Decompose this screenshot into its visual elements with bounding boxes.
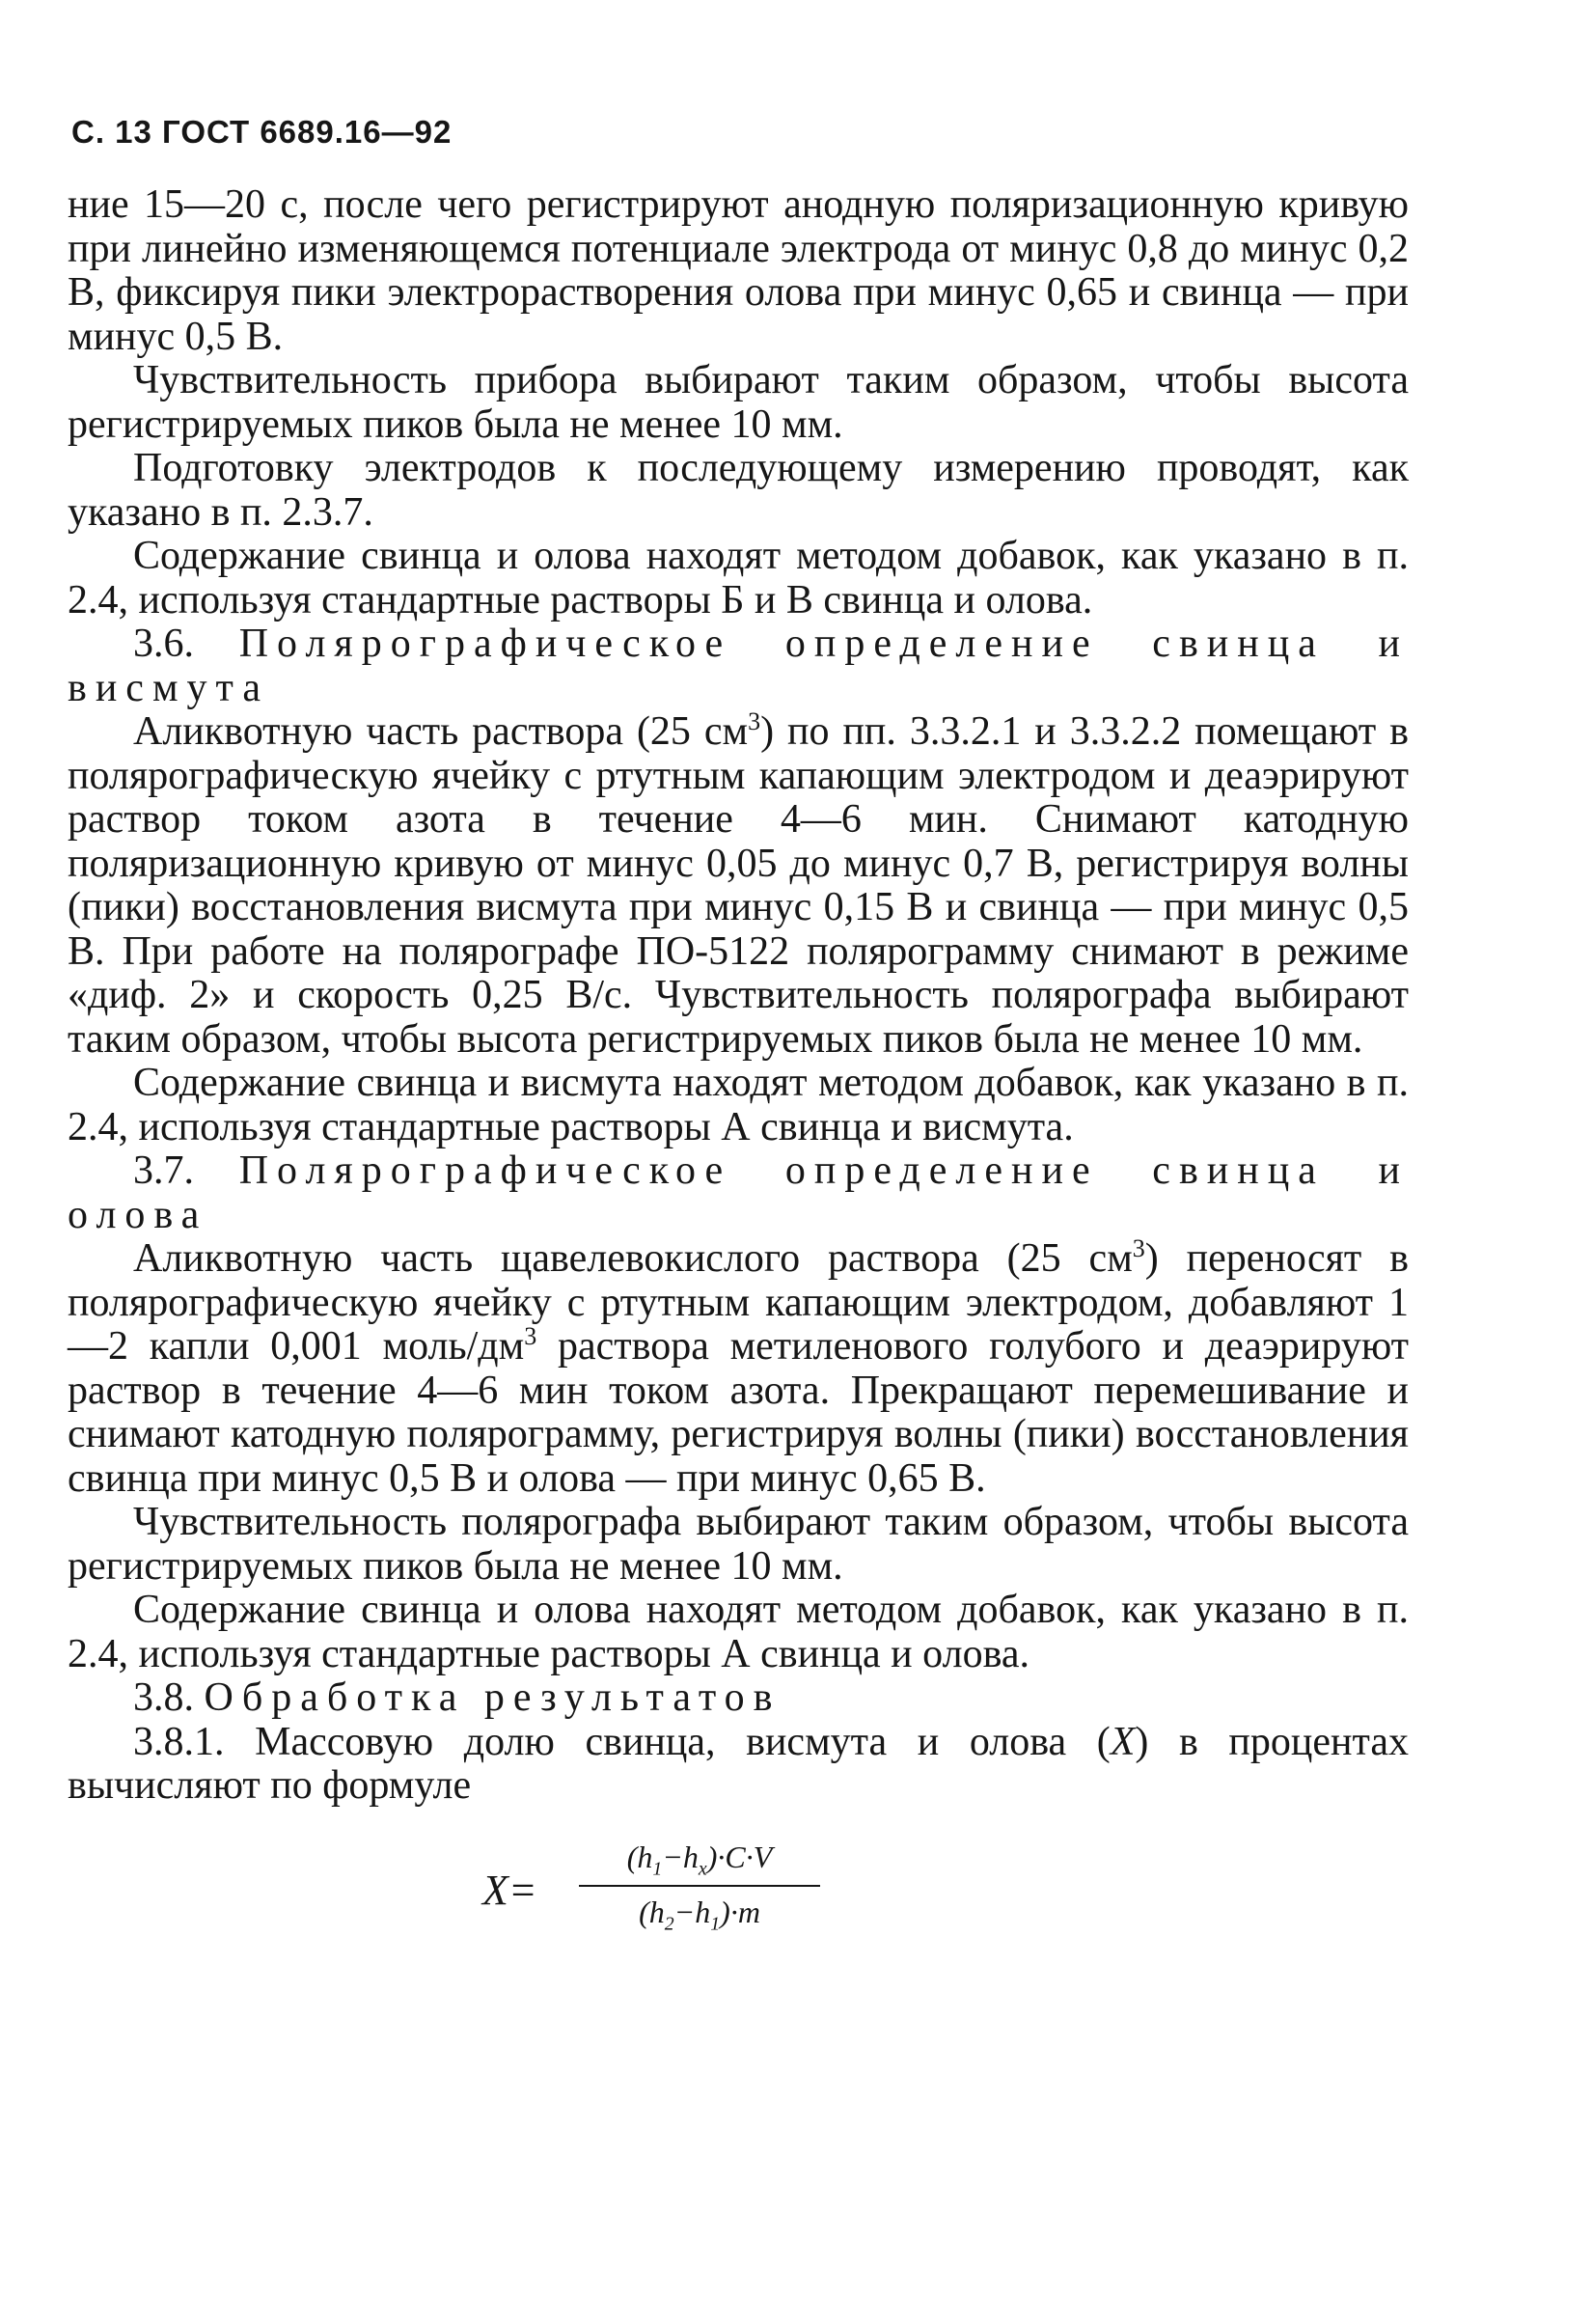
document-page	[68, 114, 1409, 1969]
section-heading-3-6	[68, 622, 1409, 710]
paragraph-aliquot-lead-tin: Аликвотную часть щавелевокислого раствора (25 $см^3$) переносят в полярографическую ячейку с ртутным капающим электродом, добавляют 1—2 капли 0,001 моль/$дм^3$ раствора метиленового голубого и деаэрируют раствор в течение 4—6 мин током азота. Прекращают перемешивание и снимают катодную полярограмму, регистрируя волны (пики) восстановления свинца при минус 0,5 В и олова — при минус 0,65 В.	[68, 1234, 1409, 1501]
paragraph-polarograph-sensitivity: Чувствительность полярографа выбирают таким образом, чтобы высота регистрируемых пиков была не менее 10 мм.	[68, 1500, 1409, 1589]
section-heading-3-7	[68, 1149, 1409, 1237]
paragraph-sensitivity: Чувствительность прибора выбирают таким образом, чтобы высота регистрируемых пиков была не менее 10 мм.	[68, 358, 1409, 447]
section-heading-3-8	[68, 1676, 1409, 1721]
mass-fraction-formula	[68, 1824, 1409, 1969]
paragraph-electrode-prep: Подготовку электродов к последующему измерению проводят, как указано в п. 2.3.7.	[68, 446, 1409, 535]
formula-numerator: $(h_1-h_x)\cdot C\cdot V$	[579, 1836, 820, 1888]
section-title: Полярографическое определение свинца и висмута	[68, 622, 1409, 710]
paragraph-lead-bismuth-content: Содержание свинца и висмута находят методом добавок, как указано в п. 2.4, используя стандартные растворы А свинца и висмута.	[68, 1061, 1409, 1149]
paragraph-lead-tin-content: Содержание свинца и олова находят методом добавок, как указано в п. 2.4, используя стандартные растворы А свинца и олова.	[68, 1588, 1409, 1676]
formula-denominator: $(h_2-h_1)\cdot m$	[639, 1895, 760, 1935]
paragraph-aliquot-lead-bismuth: Аликвотную часть раствора (25 $см^3$) по пп. 3.3.2.1 и 3.3.2.2 помещают в полярографическую ячейку с ртутным капающим электродом и деаэрируют раствор током азота в течение 4—6 мин. Снимают катодную поляризационную кривую от минус 0,05 до минус 0,7 В, регистрируя волны (пики) восстановления висмута при минус 0,15 В и свинца — при минус 0,5 В. При работе на полярографе ПО-5122 полярограмму снимают в режиме «диф. 2» и скорость 0,25 В/с. Чувствительность полярографа выбирают таким образом, чтобы высота регистрируемых пиков была не менее 10 мм.	[68, 707, 1409, 1062]
section-title: Полярографическое определение свинца и олова	[68, 1148, 1409, 1237]
section-title: Обработка результатов	[204, 1675, 782, 1720]
formula-fraction	[579, 1836, 820, 1935]
paragraph-continuation: ние 15—20 с, после чего регистрируют анодную поляризационную кривую при линейно изменяющемся потенциале электрода от минус 0,8 до минус 0,2 В, фиксируя пики электрорастворения олова при минус 0,65 и свинца — при минус 0,5 В.	[68, 182, 1409, 359]
formula-lhs: X=	[482, 1866, 537, 1914]
section-number: 3.6.	[133, 622, 194, 666]
paragraph-tin-lead-content: Содержание свинца и олова находят методом добавок, как указано в п. 2.4, используя стандартные растворы Б и В свинца и олова.	[68, 534, 1409, 622]
document-body	[68, 183, 1409, 1969]
page-header: С. 13 ГОСТ 6689.16—92	[71, 114, 453, 150]
section-number: 3.8.	[133, 1675, 194, 1720]
paragraph-mass-fraction: 3.8.1. Массовую долю свинца, висмута и олова (X) в процентах вычисляют по формуле	[68, 1719, 1409, 1808]
section-number: 3.7.	[133, 1148, 194, 1193]
